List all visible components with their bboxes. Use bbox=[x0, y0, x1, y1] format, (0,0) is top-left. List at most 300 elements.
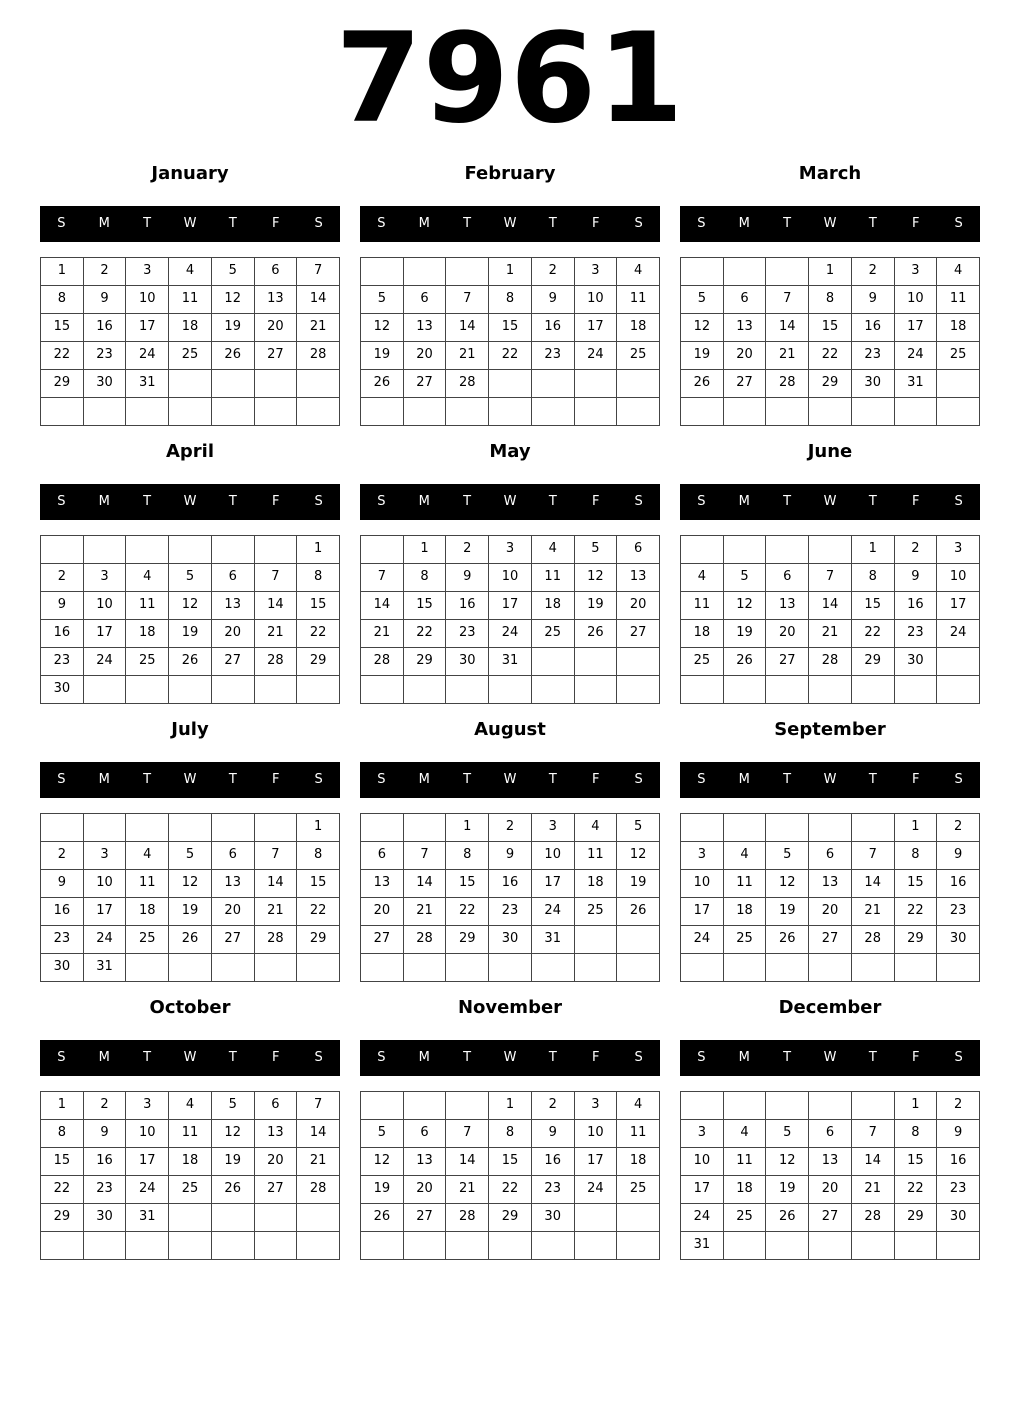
weekday-label: S bbox=[314, 1050, 323, 1065]
empty-cell bbox=[809, 814, 852, 842]
day-cell: 6 bbox=[361, 842, 404, 870]
weekday-label: S bbox=[697, 1050, 706, 1065]
day-cell: 4 bbox=[532, 536, 575, 564]
empty-cell bbox=[575, 676, 618, 704]
day-cell: 9 bbox=[41, 870, 84, 898]
day-cell: 3 bbox=[895, 258, 938, 286]
empty-cell bbox=[681, 954, 724, 982]
day-grid bbox=[680, 257, 980, 426]
weekday-header bbox=[360, 484, 660, 520]
weekday-header bbox=[40, 206, 340, 242]
day-cell: 24 bbox=[575, 342, 618, 370]
day-cell: 14 bbox=[255, 870, 298, 898]
day-cell: 13 bbox=[361, 870, 404, 898]
day-cell: 4 bbox=[169, 258, 212, 286]
day-cell: 18 bbox=[681, 620, 724, 648]
day-cell: 10 bbox=[126, 286, 169, 314]
empty-cell bbox=[532, 398, 575, 426]
day-grid bbox=[360, 813, 660, 982]
day-cell: 13 bbox=[255, 286, 298, 314]
day-cell: 5 bbox=[361, 1120, 404, 1148]
empty-cell bbox=[41, 398, 84, 426]
empty-cell bbox=[41, 536, 84, 564]
month-december bbox=[680, 990, 980, 1260]
empty-cell bbox=[404, 676, 447, 704]
empty-cell bbox=[255, 814, 298, 842]
day-cell: 25 bbox=[532, 620, 575, 648]
day-cell: 15 bbox=[41, 1148, 84, 1176]
empty-cell bbox=[126, 676, 169, 704]
day-cell: 5 bbox=[361, 286, 404, 314]
empty-cell bbox=[169, 398, 212, 426]
day-cell: 4 bbox=[575, 814, 618, 842]
empty-cell bbox=[255, 1232, 298, 1260]
day-cell: 29 bbox=[895, 926, 938, 954]
day-cell: 25 bbox=[126, 648, 169, 676]
day-cell: 5 bbox=[681, 286, 724, 314]
day-cell: 22 bbox=[809, 342, 852, 370]
month-april bbox=[40, 434, 340, 704]
weekday-label: W bbox=[183, 494, 197, 509]
weekday-label: S bbox=[57, 1050, 66, 1065]
day-cell: 17 bbox=[681, 1176, 724, 1204]
empty-cell bbox=[126, 814, 169, 842]
day-cell: 20 bbox=[212, 620, 255, 648]
day-cell: 17 bbox=[126, 314, 169, 342]
day-cell: 15 bbox=[489, 1148, 532, 1176]
empty-cell bbox=[809, 1092, 852, 1120]
day-cell: 31 bbox=[895, 370, 938, 398]
day-cell: 16 bbox=[84, 1148, 127, 1176]
day-cell: 12 bbox=[766, 870, 809, 898]
day-cell: 18 bbox=[724, 1176, 767, 1204]
empty-cell bbox=[361, 1092, 404, 1120]
day-cell: 13 bbox=[724, 314, 767, 342]
day-cell: 23 bbox=[84, 1176, 127, 1204]
day-cell: 17 bbox=[84, 898, 127, 926]
day-cell: 3 bbox=[126, 1092, 169, 1120]
day-cell: 26 bbox=[212, 1176, 255, 1204]
empty-cell bbox=[489, 954, 532, 982]
empty-cell bbox=[809, 398, 852, 426]
empty-cell bbox=[255, 676, 298, 704]
empty-cell bbox=[212, 1204, 255, 1232]
day-cell: 2 bbox=[84, 258, 127, 286]
day-cell: 20 bbox=[809, 1176, 852, 1204]
empty-cell bbox=[724, 1092, 767, 1120]
weekday-label: T bbox=[783, 494, 792, 509]
empty-cell bbox=[852, 954, 895, 982]
empty-cell bbox=[297, 398, 340, 426]
day-grid bbox=[680, 535, 980, 704]
weekday-header bbox=[40, 484, 340, 520]
day-cell: 30 bbox=[895, 648, 938, 676]
day-cell: 4 bbox=[126, 842, 169, 870]
day-cell: 27 bbox=[724, 370, 767, 398]
day-cell: 15 bbox=[809, 314, 852, 342]
weekday-header bbox=[680, 762, 980, 798]
day-cell: 23 bbox=[532, 1176, 575, 1204]
day-cell: 28 bbox=[852, 926, 895, 954]
empty-cell bbox=[617, 926, 660, 954]
day-cell: 10 bbox=[895, 286, 938, 314]
day-cell: 3 bbox=[489, 536, 532, 564]
empty-cell bbox=[617, 398, 660, 426]
day-cell: 14 bbox=[404, 870, 447, 898]
empty-cell bbox=[895, 398, 938, 426]
day-cell: 17 bbox=[895, 314, 938, 342]
day-cell: 24 bbox=[575, 1176, 618, 1204]
empty-cell bbox=[766, 258, 809, 286]
day-cell: 24 bbox=[532, 898, 575, 926]
day-cell: 29 bbox=[41, 370, 84, 398]
day-cell: 27 bbox=[212, 648, 255, 676]
weekday-label: M bbox=[418, 494, 430, 509]
empty-cell bbox=[575, 648, 618, 676]
empty-cell bbox=[766, 398, 809, 426]
day-cell: 8 bbox=[852, 564, 895, 592]
day-cell: 1 bbox=[895, 814, 938, 842]
day-cell: 25 bbox=[724, 1204, 767, 1232]
day-cell: 5 bbox=[169, 842, 212, 870]
day-cell: 29 bbox=[895, 1204, 938, 1232]
day-cell: 3 bbox=[681, 1120, 724, 1148]
empty-cell bbox=[724, 536, 767, 564]
day-cell: 23 bbox=[937, 898, 980, 926]
year-title: 7961 bbox=[335, 7, 685, 151]
day-cell: 26 bbox=[169, 648, 212, 676]
day-cell: 27 bbox=[766, 648, 809, 676]
day-cell: 19 bbox=[361, 1176, 404, 1204]
day-cell: 18 bbox=[126, 620, 169, 648]
day-cell: 3 bbox=[532, 814, 575, 842]
empty-cell bbox=[169, 814, 212, 842]
day-cell: 16 bbox=[41, 898, 84, 926]
weekday-label: W bbox=[823, 216, 837, 231]
empty-cell bbox=[212, 1232, 255, 1260]
month-june bbox=[680, 434, 980, 704]
day-cell: 1 bbox=[41, 258, 84, 286]
day-cell: 9 bbox=[84, 286, 127, 314]
empty-cell bbox=[681, 1092, 724, 1120]
weekday-label: W bbox=[503, 1050, 517, 1065]
day-cell: 31 bbox=[84, 954, 127, 982]
day-cell: 26 bbox=[169, 926, 212, 954]
day-grid bbox=[360, 535, 660, 704]
empty-cell bbox=[404, 814, 447, 842]
day-cell: 29 bbox=[489, 1204, 532, 1232]
empty-cell bbox=[212, 676, 255, 704]
empty-cell bbox=[404, 954, 447, 982]
empty-cell bbox=[852, 814, 895, 842]
empty-cell bbox=[297, 370, 340, 398]
day-cell: 10 bbox=[681, 1148, 724, 1176]
day-cell: 10 bbox=[575, 1120, 618, 1148]
month-may bbox=[360, 434, 660, 704]
day-cell: 21 bbox=[766, 342, 809, 370]
empty-cell bbox=[575, 1204, 618, 1232]
day-cell: 7 bbox=[297, 258, 340, 286]
day-cell: 11 bbox=[575, 842, 618, 870]
weekday-label: S bbox=[634, 772, 643, 787]
weekday-label: W bbox=[823, 494, 837, 509]
weekday-label: M bbox=[418, 216, 430, 231]
empty-cell bbox=[404, 1232, 447, 1260]
day-cell: 19 bbox=[575, 592, 618, 620]
empty-cell bbox=[446, 676, 489, 704]
day-cell: 22 bbox=[852, 620, 895, 648]
day-cell: 13 bbox=[617, 564, 660, 592]
day-cell: 24 bbox=[126, 1176, 169, 1204]
day-cell: 13 bbox=[404, 314, 447, 342]
empty-cell bbox=[724, 814, 767, 842]
day-cell: 28 bbox=[297, 342, 340, 370]
month-september bbox=[680, 712, 980, 982]
weekday-label: F bbox=[911, 494, 920, 509]
weekday-label: M bbox=[418, 1050, 430, 1065]
day-cell: 26 bbox=[766, 926, 809, 954]
month-name: June bbox=[807, 441, 853, 462]
day-cell: 5 bbox=[575, 536, 618, 564]
empty-cell bbox=[895, 954, 938, 982]
day-cell: 27 bbox=[809, 1204, 852, 1232]
day-cell: 14 bbox=[766, 314, 809, 342]
day-cell: 14 bbox=[361, 592, 404, 620]
day-cell: 25 bbox=[169, 342, 212, 370]
day-cell: 18 bbox=[937, 314, 980, 342]
empty-cell bbox=[532, 954, 575, 982]
day-cell: 7 bbox=[361, 564, 404, 592]
day-cell: 30 bbox=[84, 370, 127, 398]
day-cell: 14 bbox=[852, 870, 895, 898]
empty-cell bbox=[766, 536, 809, 564]
day-cell: 24 bbox=[126, 342, 169, 370]
day-cell: 18 bbox=[532, 592, 575, 620]
day-cell: 23 bbox=[446, 620, 489, 648]
empty-cell bbox=[681, 536, 724, 564]
day-cell: 17 bbox=[575, 1148, 618, 1176]
day-grid bbox=[40, 535, 340, 704]
empty-cell bbox=[852, 1092, 895, 1120]
day-cell: 24 bbox=[489, 620, 532, 648]
empty-cell bbox=[489, 676, 532, 704]
weekday-label: S bbox=[314, 216, 323, 231]
empty-cell bbox=[84, 398, 127, 426]
day-cell: 4 bbox=[937, 258, 980, 286]
day-cell: 1 bbox=[852, 536, 895, 564]
day-cell: 20 bbox=[212, 898, 255, 926]
day-cell: 10 bbox=[84, 592, 127, 620]
empty-cell bbox=[766, 814, 809, 842]
day-cell: 28 bbox=[852, 1204, 895, 1232]
day-cell: 28 bbox=[809, 648, 852, 676]
weekday-header bbox=[680, 484, 980, 520]
day-cell: 23 bbox=[489, 898, 532, 926]
day-cell: 11 bbox=[169, 1120, 212, 1148]
day-cell: 21 bbox=[297, 314, 340, 342]
empty-cell bbox=[446, 954, 489, 982]
day-cell: 20 bbox=[361, 898, 404, 926]
day-cell: 15 bbox=[446, 870, 489, 898]
empty-cell bbox=[126, 1232, 169, 1260]
weekday-header bbox=[360, 1040, 660, 1076]
weekday-label: M bbox=[98, 216, 110, 231]
month-name: December bbox=[778, 997, 882, 1018]
day-cell: 16 bbox=[895, 592, 938, 620]
day-cell: 31 bbox=[126, 1204, 169, 1232]
day-cell: 19 bbox=[681, 342, 724, 370]
day-cell: 1 bbox=[809, 258, 852, 286]
weekday-label: W bbox=[183, 772, 197, 787]
empty-cell bbox=[169, 1232, 212, 1260]
day-cell: 19 bbox=[724, 620, 767, 648]
day-cell: 26 bbox=[681, 370, 724, 398]
day-cell: 2 bbox=[532, 258, 575, 286]
weekday-label: M bbox=[738, 216, 750, 231]
day-cell: 4 bbox=[617, 1092, 660, 1120]
empty-cell bbox=[895, 676, 938, 704]
weekday-label: W bbox=[183, 216, 197, 231]
weekday-label: M bbox=[98, 494, 110, 509]
empty-cell bbox=[575, 398, 618, 426]
day-cell: 2 bbox=[84, 1092, 127, 1120]
weekday-label: M bbox=[738, 494, 750, 509]
day-cell: 15 bbox=[489, 314, 532, 342]
day-cell: 16 bbox=[446, 592, 489, 620]
day-cell: 27 bbox=[361, 926, 404, 954]
weekday-label: W bbox=[823, 1050, 837, 1065]
day-cell: 7 bbox=[446, 286, 489, 314]
empty-cell bbox=[617, 1232, 660, 1260]
day-cell: 18 bbox=[724, 898, 767, 926]
weekday-header bbox=[680, 1040, 980, 1076]
day-cell: 30 bbox=[937, 1204, 980, 1232]
day-cell: 11 bbox=[937, 286, 980, 314]
empty-cell bbox=[809, 536, 852, 564]
day-cell: 26 bbox=[766, 1204, 809, 1232]
day-cell: 25 bbox=[617, 342, 660, 370]
day-cell: 26 bbox=[361, 370, 404, 398]
day-cell: 4 bbox=[724, 1120, 767, 1148]
day-cell: 24 bbox=[937, 620, 980, 648]
day-cell: 17 bbox=[681, 898, 724, 926]
weekday-label: F bbox=[591, 1050, 600, 1065]
day-cell: 23 bbox=[895, 620, 938, 648]
day-cell: 7 bbox=[852, 842, 895, 870]
day-cell: 3 bbox=[84, 564, 127, 592]
day-cell: 1 bbox=[297, 536, 340, 564]
day-cell: 1 bbox=[41, 1092, 84, 1120]
day-cell: 30 bbox=[41, 676, 84, 704]
empty-cell bbox=[617, 648, 660, 676]
day-cell: 18 bbox=[617, 1148, 660, 1176]
day-cell: 25 bbox=[681, 648, 724, 676]
day-cell: 2 bbox=[446, 536, 489, 564]
empty-cell bbox=[724, 398, 767, 426]
day-cell: 26 bbox=[212, 342, 255, 370]
empty-cell bbox=[681, 676, 724, 704]
weekday-header bbox=[360, 206, 660, 242]
day-cell: 2 bbox=[937, 1092, 980, 1120]
day-cell: 9 bbox=[532, 1120, 575, 1148]
day-cell: 25 bbox=[575, 898, 618, 926]
weekday-label: S bbox=[634, 1050, 643, 1065]
day-cell: 6 bbox=[212, 842, 255, 870]
month-august bbox=[360, 712, 660, 982]
weekday-label: M bbox=[418, 772, 430, 787]
day-cell: 11 bbox=[681, 592, 724, 620]
day-grid bbox=[40, 813, 340, 982]
day-cell: 9 bbox=[895, 564, 938, 592]
weekday-label: S bbox=[377, 772, 386, 787]
weekday-label: S bbox=[314, 772, 323, 787]
day-cell: 15 bbox=[297, 592, 340, 620]
weekday-label: F bbox=[271, 216, 280, 231]
day-cell: 9 bbox=[937, 1120, 980, 1148]
day-cell: 18 bbox=[169, 1148, 212, 1176]
day-cell: 22 bbox=[41, 342, 84, 370]
empty-cell bbox=[169, 1204, 212, 1232]
day-cell: 14 bbox=[446, 314, 489, 342]
day-cell: 21 bbox=[852, 898, 895, 926]
day-cell: 12 bbox=[169, 870, 212, 898]
day-cell: 20 bbox=[724, 342, 767, 370]
day-cell: 21 bbox=[404, 898, 447, 926]
day-cell: 23 bbox=[937, 1176, 980, 1204]
empty-cell bbox=[361, 536, 404, 564]
weekday-label: M bbox=[98, 1050, 110, 1065]
weekday-label: S bbox=[954, 772, 963, 787]
day-cell: 17 bbox=[575, 314, 618, 342]
day-cell: 24 bbox=[895, 342, 938, 370]
day-cell: 12 bbox=[681, 314, 724, 342]
weekday-label: T bbox=[228, 494, 237, 509]
day-cell: 5 bbox=[766, 1120, 809, 1148]
day-cell: 11 bbox=[126, 592, 169, 620]
day-cell: 8 bbox=[446, 842, 489, 870]
day-cell: 25 bbox=[617, 1176, 660, 1204]
empty-cell bbox=[489, 370, 532, 398]
day-cell: 3 bbox=[937, 536, 980, 564]
empty-cell bbox=[809, 954, 852, 982]
day-cell: 10 bbox=[532, 842, 575, 870]
day-cell: 15 bbox=[895, 870, 938, 898]
empty-cell bbox=[255, 536, 298, 564]
empty-cell bbox=[937, 676, 980, 704]
weekday-label: T bbox=[868, 494, 877, 509]
day-cell: 19 bbox=[212, 1148, 255, 1176]
day-cell: 28 bbox=[255, 648, 298, 676]
day-cell: 21 bbox=[297, 1148, 340, 1176]
day-cell: 9 bbox=[446, 564, 489, 592]
day-cell: 21 bbox=[446, 342, 489, 370]
day-cell: 8 bbox=[41, 1120, 84, 1148]
weekday-label: T bbox=[548, 494, 557, 509]
empty-cell bbox=[809, 1232, 852, 1260]
month-name: March bbox=[798, 163, 862, 184]
empty-cell bbox=[575, 954, 618, 982]
day-cell: 10 bbox=[681, 870, 724, 898]
weekday-label: W bbox=[503, 216, 517, 231]
month-name: January bbox=[151, 163, 229, 184]
empty-cell bbox=[361, 1232, 404, 1260]
empty-cell bbox=[575, 926, 618, 954]
day-cell: 8 bbox=[895, 842, 938, 870]
weekday-label: T bbox=[143, 494, 152, 509]
day-cell: 20 bbox=[404, 1176, 447, 1204]
empty-cell bbox=[361, 814, 404, 842]
day-cell: 21 bbox=[255, 620, 298, 648]
